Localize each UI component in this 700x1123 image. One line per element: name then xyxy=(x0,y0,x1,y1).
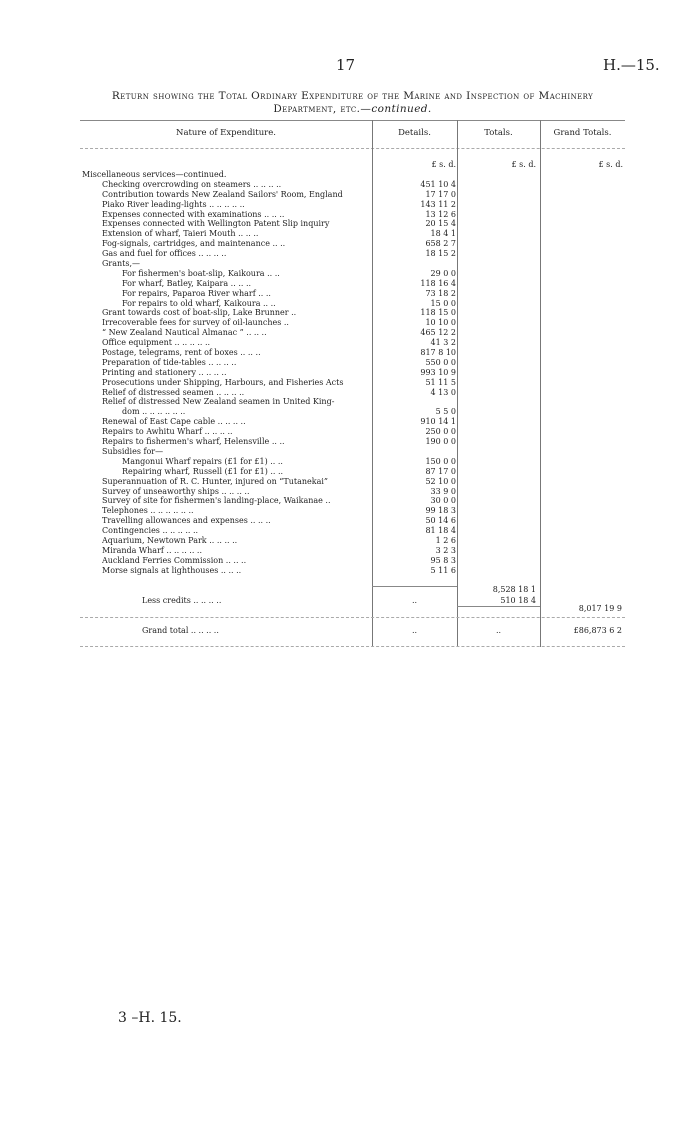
table-row xyxy=(80,210,625,220)
row-label: For repairs, Paparoa River wharf .. .. xyxy=(122,288,271,298)
row-label: Mangonui Wharf repairs (£1 for £1) .. .. xyxy=(122,456,283,466)
row-label: Relief of distressed New Zealand seamen in United King- xyxy=(102,397,335,407)
row-label: Contingencies .. .. .. .. .. xyxy=(102,526,199,536)
row-amount: 993 10 9 xyxy=(420,367,456,377)
row-label: Expenses connected with examinations .. .. .. xyxy=(102,209,285,219)
table-row xyxy=(80,526,625,536)
row-amount: 658 2 7 xyxy=(425,239,456,249)
table-row xyxy=(80,427,625,437)
table-row xyxy=(80,348,625,358)
table-row xyxy=(80,477,625,487)
row-amount: 1 2 6 xyxy=(435,535,456,545)
table-row xyxy=(80,487,625,497)
row-label: Grant towards cost of boat-slip, Lake Brunner .. xyxy=(102,308,297,318)
row-label: Fog-signals, cartridges, and maintenance .. .. xyxy=(102,239,286,249)
table-row xyxy=(80,219,625,229)
row-amount: 3 2 3 xyxy=(435,545,456,555)
table-row xyxy=(80,388,625,398)
row-label: Telephones .. .. .. .. .. .. xyxy=(102,506,194,516)
row-label: Preparation of tide-tables .. .. .. .. xyxy=(102,357,237,367)
table-row xyxy=(80,249,625,259)
row-amount: 18 4 1 xyxy=(430,229,456,239)
row-label: Prosecutions under Shipping, Harbours, and Fisheries Acts xyxy=(102,377,344,387)
table-row xyxy=(80,229,625,239)
row-amount: 73 18 2 xyxy=(425,288,456,298)
grand-total-amount: £86,873 6 2 xyxy=(573,626,622,635)
row-label: Miscellaneous services—continued. xyxy=(82,170,227,179)
row-amount: 910 14 1 xyxy=(420,417,456,427)
row-label: Expenses connected with Wellington Patent Slip inquiry xyxy=(102,219,330,229)
row-label: Relief of distressed seamen .. .. .. .. xyxy=(102,387,245,397)
table-row xyxy=(80,536,625,546)
row-label: Printing and stationery .. .. .. .. xyxy=(102,367,227,377)
table-row xyxy=(80,516,625,526)
row-label: Irrecoverable fees for survey of oil-launches .. xyxy=(102,318,289,328)
row-amount: 95 8 3 xyxy=(430,555,456,565)
table-row xyxy=(80,368,625,378)
table-row xyxy=(80,200,625,210)
row-label: Survey of unseaworthy ships .. .. .. .. xyxy=(102,486,250,496)
row-amount: 41 3 2 xyxy=(430,338,456,348)
table-row xyxy=(80,289,625,299)
row-label: Travelling allowances and expenses .. .. .. xyxy=(102,516,271,526)
table-row xyxy=(80,259,625,269)
table-row xyxy=(80,566,625,576)
row-amount: 10 10 0 xyxy=(425,318,456,328)
row-amount: 817 8 10 xyxy=(420,348,456,358)
row-label: Grants,— xyxy=(102,259,140,269)
row-amount: 550 0 0 xyxy=(425,357,456,367)
details-sum-rule xyxy=(372,586,457,587)
row-amount: 190 0 0 xyxy=(425,437,456,447)
table-row xyxy=(80,190,625,200)
totals-sum-rule xyxy=(457,606,540,607)
row-amount: 4 13 0 xyxy=(430,387,456,397)
table-row xyxy=(80,279,625,289)
row-amount: 118 16 4 xyxy=(420,278,456,288)
row-amount: 30 0 0 xyxy=(430,496,456,506)
title-line-2-continued: continued. xyxy=(371,103,432,115)
row-amount: 150 0 0 xyxy=(425,456,456,466)
table-top-rule xyxy=(80,120,625,121)
row-label: “ New Zealand Nautical Almanac ” .. .. .. xyxy=(102,328,267,338)
less-credits-details-dots: .. xyxy=(411,596,418,605)
grand-total-details-dots: .. xyxy=(411,626,418,635)
column-header-details: Details. xyxy=(398,128,431,138)
table-row xyxy=(80,407,625,417)
row-label: Repairs to fishermen's wharf, Helensville .. .. xyxy=(102,437,285,447)
column-header-totals: Totals. xyxy=(484,128,513,138)
table-row xyxy=(80,308,625,318)
table-row xyxy=(80,180,625,190)
currency-header-details: £ s. d. xyxy=(431,160,456,169)
row-label: For wharf, Batley, Kaipara .. .. .. xyxy=(122,278,252,288)
grand-total-totals-dots: .. xyxy=(495,626,502,635)
net-grand-amount: 8,017 19 9 xyxy=(578,604,622,613)
table-row xyxy=(80,467,625,477)
header-bottom-rule xyxy=(80,148,625,149)
row-amount: 143 11 2 xyxy=(420,199,456,209)
table-row xyxy=(80,269,625,279)
table-row xyxy=(80,447,625,457)
currency-header-grand: £ s. d. xyxy=(598,160,623,169)
row-amount: 250 0 0 xyxy=(425,427,456,437)
row-label: dom .. .. .. .. .. .. xyxy=(122,407,186,417)
row-amount: 33 9 0 xyxy=(430,486,456,496)
table-row xyxy=(80,437,625,447)
row-amount: 99 18 3 xyxy=(425,506,456,516)
row-label: Checking overcrowding on steamers .. .. .. .. xyxy=(102,179,282,189)
title-line-2 xyxy=(80,103,625,116)
row-label: Repairing wharf, Russell (£1 for £1) .. .. xyxy=(122,466,284,476)
row-label: Subsidies for— xyxy=(102,446,164,456)
row-amount: 29 0 0 xyxy=(430,268,456,278)
less-credits-amount: 510 18 4 xyxy=(500,596,536,605)
table-row xyxy=(80,417,625,427)
column-header-grand-totals: Grand Totals. xyxy=(553,128,612,138)
row-amount: 50 14 6 xyxy=(425,516,456,526)
expenditure-rows xyxy=(80,160,625,576)
row-label: For fishermen's boat-slip, Kaikoura .. .. xyxy=(122,268,280,278)
row-label: Superannuation of R. C. Hunter, injured on “Tutanekai” xyxy=(102,476,328,486)
grand-total-top-rule xyxy=(80,617,625,618)
title-line-2-prefix: Department, etc.— xyxy=(273,103,372,115)
table-row xyxy=(80,299,625,309)
footer-code: 3 –H. 15. xyxy=(118,1010,182,1026)
table-row xyxy=(80,358,625,368)
row-amount: 118 15 0 xyxy=(420,308,456,318)
row-amount: 15 0 0 xyxy=(430,298,456,308)
table-row xyxy=(80,338,625,348)
row-amount: 20 15 4 xyxy=(425,219,456,229)
row-amount: 81 18 4 xyxy=(425,526,456,536)
table-row xyxy=(80,239,625,249)
table-title xyxy=(80,90,625,116)
table-row xyxy=(80,328,625,338)
row-amount: 18 15 2 xyxy=(425,249,456,259)
table-row xyxy=(80,318,625,328)
table-row xyxy=(80,506,625,516)
row-label: Office equipment .. .. .. .. .. xyxy=(102,338,211,348)
table-row xyxy=(80,556,625,566)
row-label: Survey of site for fishermen's landing-place, Waikanae .. xyxy=(102,496,331,506)
grand-total-label: Grand total .. .. .. .. xyxy=(142,626,219,635)
row-amount: 451 10 4 xyxy=(420,179,456,189)
row-label: Morse signals at lighthouses .. .. .. xyxy=(102,565,242,575)
row-label: Aquarium, Newtown Park .. .. .. .. xyxy=(102,535,238,545)
row-label: Renewal of East Cape cable .. .. .. .. xyxy=(102,417,246,427)
row-label: Piako River leading-lights .. .. .. .. .. xyxy=(102,199,245,209)
column-header-nature: Nature of Expenditure. xyxy=(176,128,276,138)
row-amount: 51 11 5 xyxy=(425,377,456,387)
row-label: Gas and fuel for offices .. .. .. .. xyxy=(102,249,227,259)
subtotal-amount: 8,528 18 1 xyxy=(492,585,536,594)
row-label: Auckland Ferries Commission .. .. .. xyxy=(102,555,247,565)
table-row xyxy=(80,457,625,467)
row-amount: 5 11 6 xyxy=(430,565,456,575)
table-row xyxy=(80,496,625,506)
row-label: Repairs to Awhitu Wharf .. .. .. .. xyxy=(102,427,233,437)
table-row xyxy=(80,397,625,407)
row-amount: 465 12 2 xyxy=(420,328,456,338)
table-row xyxy=(80,378,625,388)
page-number: 17 xyxy=(336,56,356,74)
currency-header-totals: £ s. d. xyxy=(511,160,536,169)
row-amount: 13 12 6 xyxy=(425,209,456,219)
less-credits-label: Less credits .. .. .. .. xyxy=(142,596,222,605)
table-row xyxy=(80,546,625,556)
row-label: Postage, telegrams, rent of boxes .. .. .. xyxy=(102,348,261,358)
title-line-1: Return showing the Total Ordinary Expenditure of the Marine and Inspection of Machinery xyxy=(111,90,594,102)
row-amount: 5 5 0 xyxy=(435,407,456,417)
row-label: Contribution towards New Zealand Sailors' Room, England xyxy=(102,189,343,199)
row-label: For repairs to old wharf, Kaikoura .. .. xyxy=(122,298,276,308)
row-label: Miranda Wharf .. .. .. .. .. xyxy=(102,545,203,555)
row-amount: 87 17 0 xyxy=(425,466,456,476)
table-bottom-rule xyxy=(80,646,625,647)
row-amount: 52 10 0 xyxy=(425,476,456,486)
table-row xyxy=(80,170,625,180)
expenditure-table xyxy=(80,120,625,647)
row-label: Extension of wharf, Taieri Mouth .. .. .. xyxy=(102,229,259,239)
row-amount: 17 17 0 xyxy=(425,189,456,199)
report-reference: H.—15. xyxy=(603,56,660,74)
